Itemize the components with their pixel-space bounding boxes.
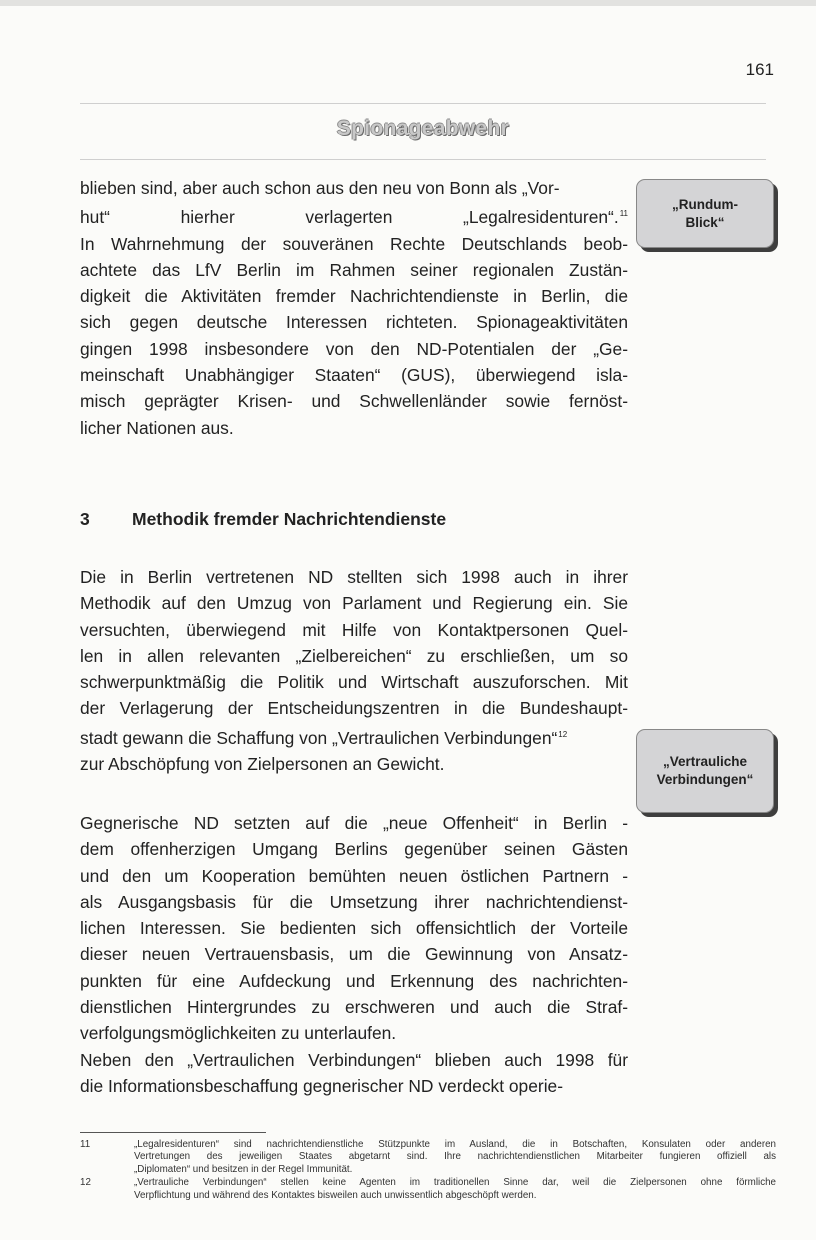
text-line	[80, 257, 628, 283]
text-line	[80, 388, 628, 414]
text-line	[80, 722, 628, 751]
text-line	[80, 231, 628, 257]
line-text: und den um Kooperation bemühten neuen östlichen Partnern -	[80, 865, 628, 886]
text-line	[80, 1047, 628, 1073]
section-title: Methodik fremder Nachrichtendienste	[132, 509, 447, 529]
text-line	[80, 283, 628, 309]
text-line	[80, 643, 628, 669]
line-text: gingen 1998 insbesondere von den ND-Potentialen der „Ge-	[80, 338, 628, 359]
footnote-text	[134, 1139, 776, 1176]
page-number: 161	[745, 60, 774, 79]
text-line	[80, 836, 628, 862]
line-text: Neben den „Vertraulichen Verbindungen“ blieben auch 1998 für	[80, 1049, 628, 1070]
line-text: licher Nationen aus.	[80, 417, 234, 438]
text-line	[80, 889, 628, 915]
text-line	[80, 810, 628, 836]
section-heading	[80, 509, 446, 530]
text-line	[80, 201, 628, 230]
line-text: lichen Interessen. Sie bedienten sich offensichtlich der Vorteile	[80, 918, 628, 939]
page-top-edge	[0, 0, 816, 6]
margin-note-rundumblick	[636, 179, 774, 248]
text-line	[80, 564, 628, 590]
text-line	[80, 415, 628, 441]
line-text: In Wahrnehmung der souveränen Rechte Deutschlands beob-	[80, 233, 628, 254]
margin-note-line: „Rundum-	[672, 196, 738, 212]
footnote-11	[80, 1139, 776, 1176]
line-text: Die in Berlin vertretenen ND stellten sich 1998 auch in ihrer	[80, 567, 628, 587]
margin-note-line: Verbindungen“	[656, 772, 754, 787]
line-text: sich gegen deutsche Interessen richteten. Spionageaktivitäten	[80, 312, 628, 333]
text-line	[80, 309, 628, 335]
line-text: hut“ hierher verlagerten „Legalresidenturen“.	[80, 207, 619, 228]
footnote-line: Vertretungen des jeweiligen Staates abgetarnt sind. Ihre nachrichtendienstlichen Mitarbeiter fungieren offiziell als	[134, 1151, 776, 1163]
line-text: verfolgungsmöglichkeiten zu unterlaufen.	[80, 1023, 397, 1044]
footnote-number: 11	[80, 1139, 91, 1150]
footnote-12	[80, 1177, 776, 1202]
line-text: meinschaft Unabhängiger Staaten“ (GUS), überwiegend isla-	[80, 365, 628, 386]
paragraph-methodik	[80, 564, 628, 777]
text-line	[80, 362, 628, 388]
text-line	[80, 863, 628, 889]
footnote-reference: 12	[558, 729, 568, 739]
line-text: punkten für eine Aufdeckung und Erkennung des nachrichten-	[80, 970, 628, 991]
text-line	[80, 994, 628, 1020]
text-line	[80, 915, 628, 941]
footnote-text	[134, 1177, 776, 1202]
header-rule-bottom	[80, 159, 766, 160]
line-text: Gegnerische ND setzten auf die „neue Offenheit“ in Berlin -	[80, 813, 628, 833]
margin-note-line: „Vertrauliche	[662, 754, 748, 769]
margin-note-line: Blick“	[685, 214, 725, 230]
line-text: blieben sind, aber auch schon aus den neu von Bonn als „Vor-	[80, 178, 560, 198]
text-line	[80, 336, 628, 362]
line-text: stadt gewann die Schaffung von „Vertraulichen Verbindungen“	[80, 727, 558, 748]
line-text: schwerpunktmäßig die Politik und Wirtschaft auszuforschen. Mit	[80, 672, 628, 693]
line-text: die Informationsbeschaffung gegnerischer ND verdeckt operie-	[80, 1075, 564, 1096]
section-number: 3	[80, 509, 90, 529]
text-line	[80, 1073, 628, 1099]
paragraph-offenheit	[80, 810, 628, 1099]
text-line	[80, 941, 628, 967]
line-text: misch geprägter Krisen- und Schwellenländer sowie fernöst-	[80, 391, 628, 412]
header-rule-top	[80, 103, 766, 104]
text-line	[80, 617, 628, 643]
footnote-line: Verpflichtung und während des Kontaktes bisweilen auch unwissentlich abgeschöpft werden.	[134, 1189, 537, 1201]
footnote-reference: 11	[619, 209, 628, 219]
line-text: als Ausgangsbasis für die Umsetzung ihrer nachrichtendienst-	[80, 891, 628, 912]
running-header-title: Spionageabwehr	[336, 117, 510, 140]
footnote-separator	[80, 1132, 266, 1133]
text-line	[80, 751, 628, 777]
line-text: achtete das LfV Berlin im Rahmen seiner regionalen Zustän-	[80, 259, 628, 280]
line-text: len in allen relevanten „Zielbereichen“ zu erschließen, um so	[80, 645, 628, 666]
footnote-line: „Vertrauliche Verbindungen“ stellen keine Agenten im traditionellen Sinne dar, weil die Zielpersonen ohne förmliche	[134, 1177, 776, 1189]
text-line	[80, 590, 628, 616]
text-line	[80, 175, 628, 201]
line-text: digkeit die Aktivitäten fremder Nachrichtendienste in Berlin, die	[80, 286, 628, 307]
text-line	[80, 1020, 628, 1046]
text-line	[80, 669, 628, 695]
line-text: Methodik auf den Umzug von Parlament und Regierung ein. Sie	[80, 593, 628, 614]
footnote-line: „Legalresidenturen“ sind nachrichtendienstliche Stützpunkte im Ausland, die in Botschaften, Konsulaten oder anderen	[134, 1139, 776, 1150]
line-text: dem offenherzigen Umgang Berlins gegenüber seinen Gästen	[80, 839, 628, 860]
text-line	[80, 968, 628, 994]
line-text: der Verlagerung der Entscheidungszentren in die Bundeshaupt-	[80, 698, 628, 719]
line-text: dienstlichen Hintergrundes zu erschweren und auch die Straf-	[80, 997, 628, 1018]
margin-note-vertrauliche-verbindungen	[636, 729, 774, 813]
intro-paragraph	[80, 175, 628, 441]
line-text: dieser neuen Vertrauensbasis, um die Gewinnung von Ansatz-	[80, 944, 628, 965]
footnote-number: 12	[80, 1177, 91, 1189]
line-text: zur Abschöpfung von Zielpersonen an Gewicht.	[80, 754, 445, 775]
text-line	[80, 695, 628, 721]
line-text: versuchten, überwiegend mit Hilfe von Kontaktpersonen Quel-	[80, 619, 628, 640]
footnotes	[80, 1139, 776, 1203]
footnote-line: „Diplomaten“ und besitzen in der Regel Immunität.	[134, 1163, 353, 1175]
